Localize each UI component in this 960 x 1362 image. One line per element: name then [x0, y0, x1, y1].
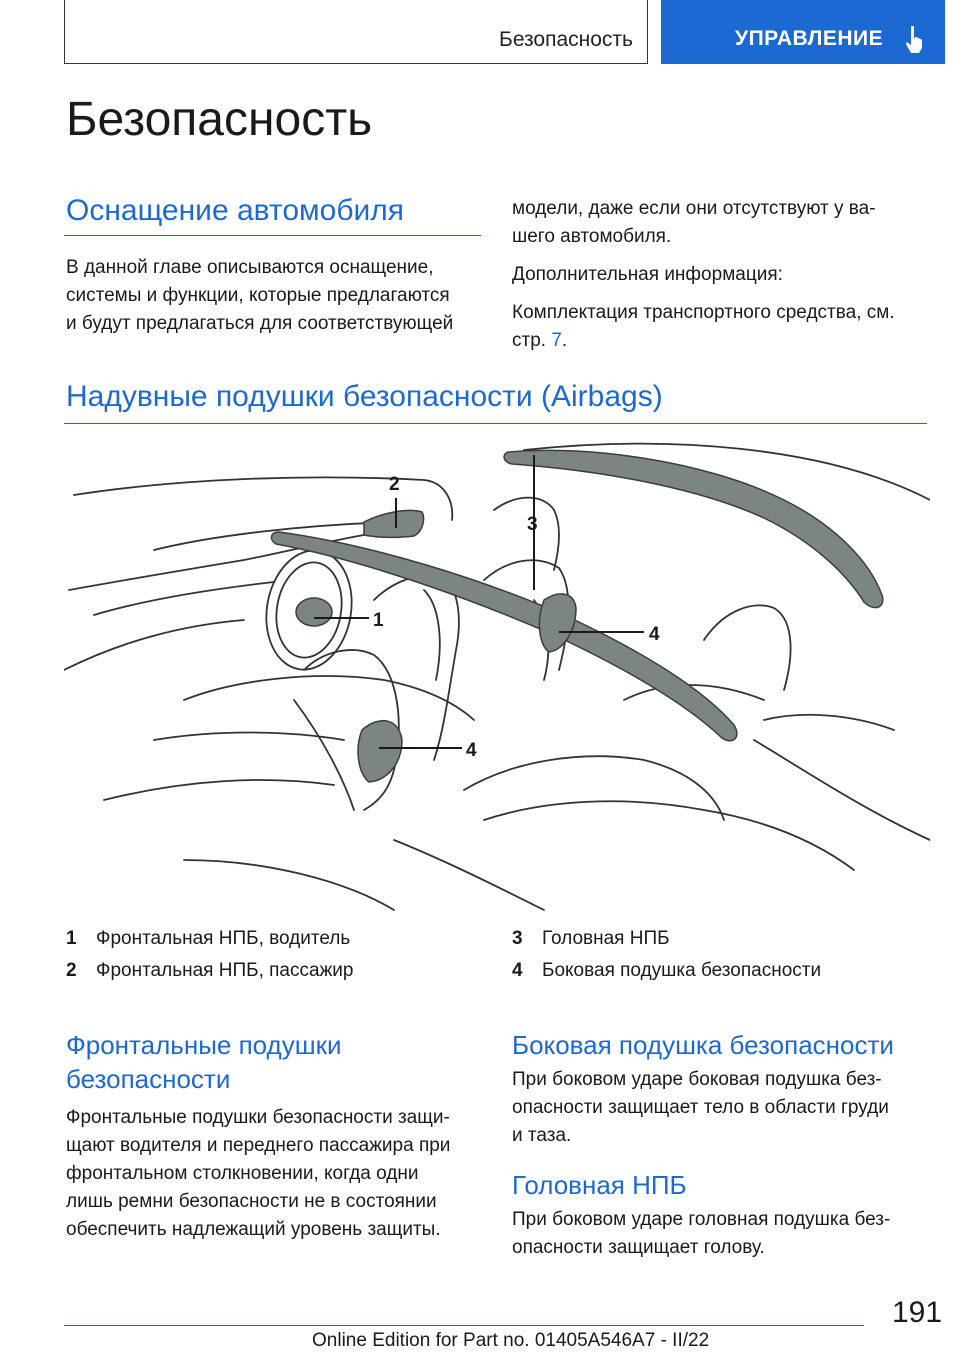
text-line: Фронтальные подушки безопасности защи-	[66, 1107, 450, 1128]
text-line: модели, даже если они отсутствуют у ва-	[512, 198, 876, 219]
front-airbags-section	[66, 1028, 486, 1244]
footer-rule	[64, 1325, 864, 1326]
text-line: фронтальном столкновении, когда одни	[66, 1163, 419, 1184]
section-tab-label: Безопасность	[499, 28, 633, 51]
text-line: В данной главе описываются оснащение,	[66, 257, 434, 278]
additional-info: Дополнительная информация:	[512, 264, 783, 285]
side-airbag-section	[512, 1028, 942, 1262]
section-tab[interactable]	[64, 0, 648, 64]
text-line: и таза.	[512, 1125, 572, 1146]
text-line: опасности защищает голову.	[512, 1237, 765, 1258]
equipment-para-left	[66, 254, 486, 338]
legend-item-1	[66, 926, 350, 952]
page-reference	[512, 327, 932, 355]
page-title: Безопасность	[66, 93, 373, 146]
text-line: опасности защищает тело в области груди	[512, 1097, 889, 1118]
airbags-heading: Надувные подушки безопасности (Airbags)	[66, 380, 663, 413]
footer-edition: Online Edition for Part no. 01405A546A7 - II/22	[312, 1330, 710, 1351]
legend-text: Фронтальная НПБ, пассажир	[96, 960, 354, 981]
text-line: системы и функции, которые предлагаются	[66, 285, 450, 306]
callout-4-driver: 4	[466, 740, 477, 761]
text-line: При боковом ударе боковая подушка без-	[512, 1069, 882, 1090]
heading-line: Фронтальные подушки	[66, 1030, 342, 1060]
legend-item-3	[512, 926, 670, 952]
chapter-tab[interactable]	[661, 0, 945, 64]
hand-pointer-icon	[905, 24, 927, 54]
head-airbag-heading: Головная НПБ	[512, 1170, 687, 1200]
legend-text: Головная НПБ	[542, 928, 670, 949]
text-line: шего автомобиля.	[512, 226, 672, 247]
text-line: щают водителя и переднего пассажира при	[66, 1135, 451, 1156]
callout-1: 1	[373, 610, 384, 631]
equipment-heading-rule	[64, 235, 481, 236]
page-ref-prefix: стр.	[512, 330, 547, 351]
text-line: лишь ремни безопасности не в состоянии	[66, 1191, 437, 1212]
airbag-illustration	[64, 440, 930, 920]
text-line: обеспечить надлежащий уровень защиты.	[66, 1219, 441, 1240]
callout-2: 2	[389, 474, 400, 495]
callout-3: 3	[527, 514, 538, 535]
equipment-para-right	[512, 195, 932, 355]
text-line: и будут предлагаться для соответствующей	[66, 313, 454, 334]
airbags-heading-rule	[64, 423, 927, 424]
heading-line: безопасности	[66, 1064, 231, 1094]
legend-text: Боковая подушка безопасности	[542, 960, 822, 981]
equipment-heading: Оснащение автомобиля	[66, 194, 405, 227]
text-line: При боковом ударе головная подушка без-	[512, 1209, 891, 1230]
legend-text: Фронтальная НПБ, водитель	[96, 928, 351, 949]
legend-num: 4	[512, 960, 523, 981]
side-airbag-heading: Боковая подушка безопасности	[512, 1030, 894, 1060]
page-ref-suffix: .	[561, 330, 568, 351]
page-number: 191	[892, 1296, 943, 1329]
legend-item-2	[66, 958, 353, 984]
page-link[interactable]: 7	[551, 330, 562, 351]
legend-num: 1	[66, 928, 77, 949]
legend-item-4	[512, 958, 821, 984]
legend-num: 2	[66, 960, 77, 981]
text-line: Комплектация транспортного средства, см.	[512, 302, 895, 323]
callout-4-passenger: 4	[649, 624, 660, 645]
front-airbags-heading	[66, 1028, 486, 1096]
legend-num: 3	[512, 928, 523, 949]
chapter-tab-label: УПРАВЛЕНИЕ	[735, 27, 884, 50]
